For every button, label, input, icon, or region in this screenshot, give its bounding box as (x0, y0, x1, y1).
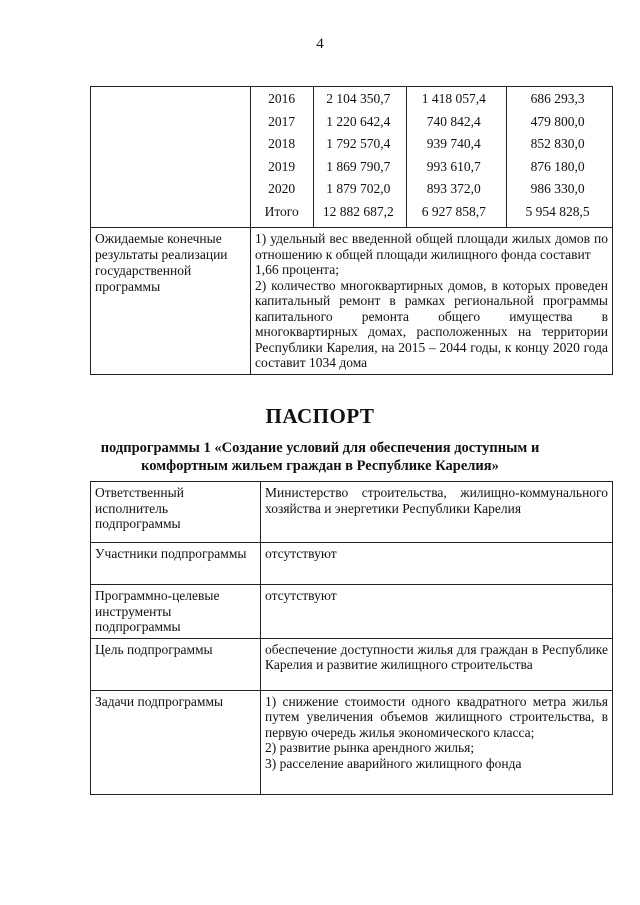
finance-row (251, 111, 612, 134)
finance-regional: 479 800,0 (530, 113, 585, 129)
task-item: 1) снижение стоимости одного квадратного метра жилья путем увеличения объемов жилищного строительства, в первую очередь жилья экономического класса; (265, 693, 608, 740)
finance-total: 1 220 642,4 (326, 113, 391, 129)
finance-regional: 852 830,0 (530, 136, 585, 152)
finance-federal: 893 372,0 (426, 181, 481, 197)
finance-regional: 986 330,0 (530, 181, 585, 197)
finance-regional: 876 180,0 (530, 158, 585, 174)
finance-year: 2017 (268, 113, 296, 129)
finance-total: 1 869 790,7 (326, 158, 391, 174)
passport-label: Участники подпрограммы (91, 543, 261, 585)
finance-grid (251, 87, 612, 227)
finance-row (251, 133, 612, 156)
finance-row (251, 88, 612, 111)
passport-row-instruments (91, 585, 613, 639)
finance-year: 2018 (268, 136, 296, 152)
page-number: 4 (316, 36, 324, 52)
passport-label: Цель подпрограммы (91, 638, 261, 690)
finance-total: 1 792 570,4 (326, 136, 391, 152)
passport-label: Задачи подпрограммы (91, 690, 261, 794)
finance-row (251, 156, 612, 179)
finance-empty-cell (91, 87, 251, 228)
passport-row-participants (91, 543, 613, 585)
finance-federal: 939 740,4 (426, 136, 481, 152)
results-item-2: 2) количество многоквартирных домов, в которых проведен капитальный ремонт в рамках региональной программы капитального ремонта общего имущества в многоквартирных домах, расположенных на территории Республики Карелия, на 2015 – 2044 годы, к концу 2020 года составит 1034 дома (255, 277, 608, 370)
passport-value: отсутствуют (261, 585, 613, 639)
finance-federal: 6 927 858,7 (421, 203, 486, 219)
finance-years-row (91, 87, 613, 228)
finance-regional: 686 293,3 (530, 91, 585, 107)
results-label: Ожидаемые конечные результаты реализации государственной программы (91, 228, 251, 375)
finance-table (90, 86, 613, 375)
passport-table (90, 481, 613, 795)
finance-total: 2 104 350,7 (326, 91, 391, 107)
finance-federal: 993 610,7 (426, 158, 481, 174)
passport-label: Программно-целевые инструменты подпрограммы (91, 585, 261, 639)
finance-year: 2020 (268, 181, 296, 197)
finance-values-cell (251, 87, 613, 228)
passport-subtitle: подпрограммы 1 «Создание условий для обеспечения доступным и комфортным жильем граждан в Республике Карелия» (100, 440, 540, 474)
results-item-1-value: 1,66 процента; (255, 262, 339, 277)
passport-value: обеспечение доступности жилья для граждан в Республике Карелия и развитие жилищного строительства (261, 638, 613, 690)
finance-year: 2016 (268, 91, 296, 107)
task-item: 3) расселение аварийного жилищного фонда (265, 755, 522, 771)
passport-value: отсутствуют (261, 543, 613, 585)
passport-label: Ответственный исполнитель подпрограммы (91, 482, 261, 543)
finance-row (251, 201, 612, 224)
finance-total: 1 879 702,0 (326, 181, 391, 197)
results-text (251, 228, 613, 375)
finance-year: 2019 (268, 158, 296, 174)
finance-year: Итого (264, 203, 299, 219)
results-item-1: 1) удельный вес введенной общей площади жилых домов по отношению к общей площади жилищного фонда составит (255, 231, 608, 262)
passport-value (261, 690, 613, 794)
finance-regional: 5 954 828,5 (525, 203, 590, 219)
results-row (91, 228, 613, 375)
finance-federal: 740 842,4 (426, 113, 481, 129)
passport-value: Министерство строительства, жилищно-коммунального хозяйства и энергетики Республики Карелия (261, 482, 613, 543)
finance-total: 12 882 687,2 (322, 203, 394, 219)
finance-row (251, 178, 612, 201)
task-item: 2) развитие рынка арендного жилья; (265, 740, 475, 755)
passport-title: ПАСПОРТ (265, 404, 375, 428)
passport-row-executor (91, 482, 613, 543)
finance-federal: 1 418 057,4 (421, 91, 486, 107)
passport-row-goal (91, 638, 613, 690)
passport-row-tasks (91, 690, 613, 794)
